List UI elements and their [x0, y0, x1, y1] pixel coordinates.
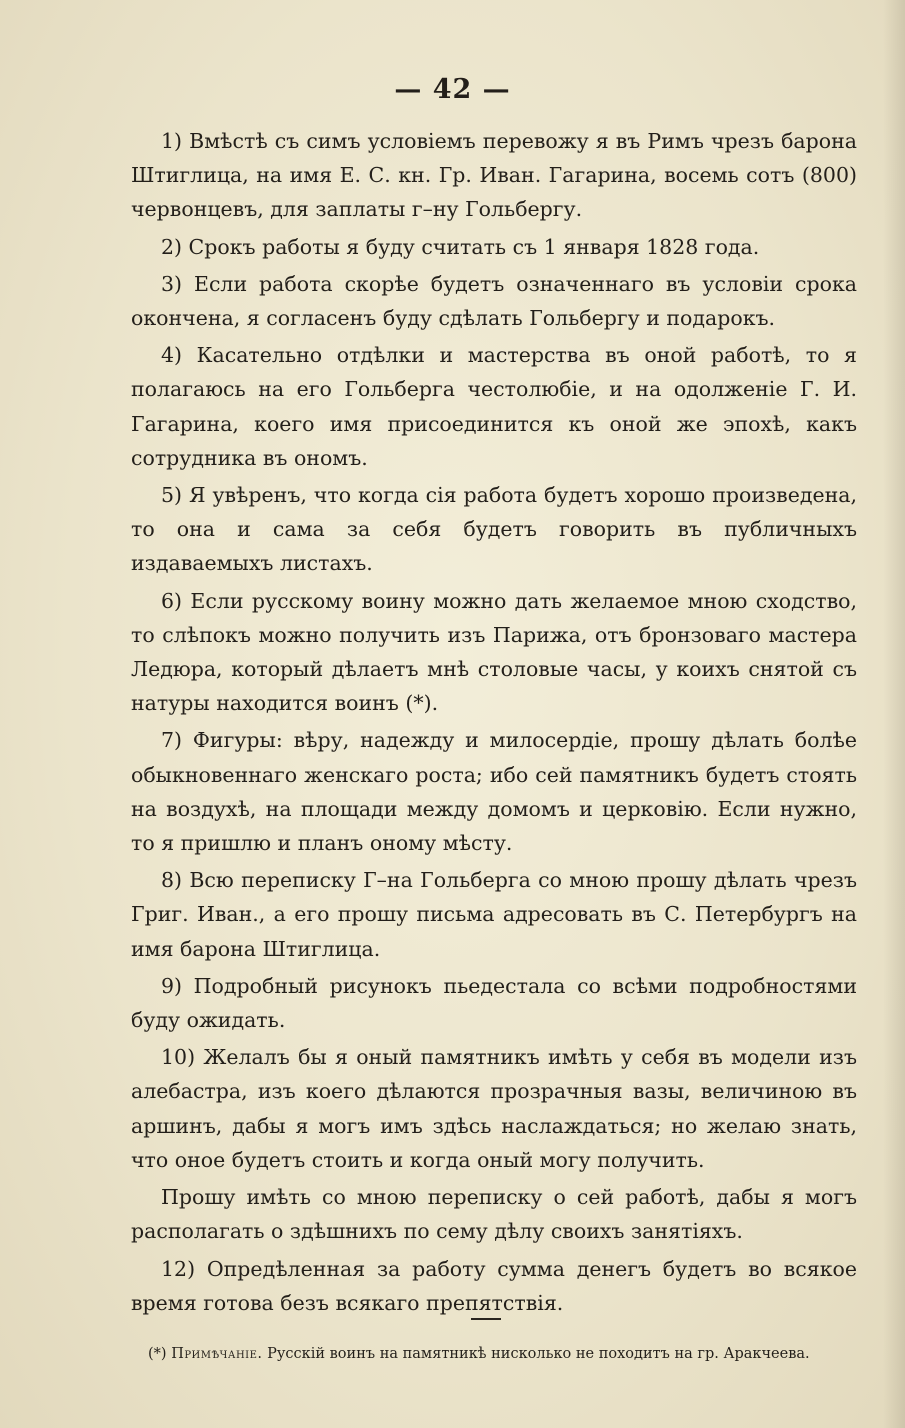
- paragraph-7: 7) Фигуры: вѣру, надежду и милосердіе, прошу дѣлать болѣе обыкновеннаго женскаго роста; ибо сей памятникъ будетъ стоять на воздухѣ, на площади между домомъ и церковію. Если нужно, то я пришлю и планъ оному мѣсту.: [131, 728, 857, 856]
- paragraph-3: 3) Если работа скорѣе будетъ означеннаго въ условіи срока окончена, я согласенъ буду сдѣлать Гольбергу и подарокъ.: [131, 271, 857, 331]
- paragraph-2: 2) Срокъ работы я буду считать съ 1 января 1828 года.: [161, 234, 760, 259]
- footnote-divider: [471, 1318, 501, 1320]
- footnote-text: Русскій воинъ на памятникѣ нисколько не походитъ на гр. Аракчеева.: [267, 1346, 810, 1362]
- paragraph-1: 1) Вмѣстѣ съ симъ условіемъ перевожу я въ Римъ чрезъ барона Штиглица, на имя Е. С. кн. Гр. Иван. Гагарина, восемь сотъ (800) червонцевъ, для заплаты г–ну Гольбергу.: [131, 129, 857, 222]
- footnote: [148, 1342, 868, 1366]
- paragraph-4: 4) Касательно отдѣлки и мастерства въ оной работѣ, то я полагаюсь на его Гольберга честолюбіе, и на одолженіе Г. И. Гагарина, коего имя присоединится къ оной же эпохѣ, какъ сотрудника въ ономъ.: [131, 343, 857, 470]
- paragraph-8: 8) Всю переписку Г–на Гольберга со мною прошу дѣлать чрезъ Григ. Иван., а его прошу письма адресовать въ С. Петербургъ на имя барона Штиглица.: [131, 868, 857, 961]
- main-text: [131, 124, 857, 1323]
- footnote-marker: (*): [148, 1346, 167, 1362]
- paragraph-11: Прошу имѣть со мною переписку о сей работѣ, дабы я могъ располагать о здѣшнихъ по сему дѣлу своихъ занятіяхъ.: [131, 1185, 857, 1244]
- page-number: — 42 —: [394, 74, 511, 105]
- footnote-label: Примѣчаніе.: [171, 1346, 263, 1362]
- paragraph-6: 6) Если русскому воину можно дать желаемое мною сходство, то слѣпокъ можно получить изъ Парижа, отъ бронзоваго мастера Ледюра, который дѣлаетъ мнѣ столовые часы, у коихъ снятой съ натуры находится воинъ (*).: [131, 588, 857, 716]
- paragraph-12: 12) Опредѣленная за работу сумма денегъ будетъ во всякое время готова безъ всякаго препятствія.: [131, 1256, 857, 1315]
- paragraph-10: 10) Желалъ бы я оный памятникъ имѣть у себя въ модели изъ алебастра, изъ коего дѣлаются прозрачныя вазы, величиною въ аршинъ, дабы я могъ имъ здѣсь наслаждаться; но желаю знать, что оное будетъ стоить и когда оный могу получить.: [131, 1045, 857, 1172]
- page-edge-shadow: [883, 0, 905, 1428]
- paragraph-5: 5) Я увѣренъ, что когда сія работа будетъ хорошо произведена, то она и сама за себя будетъ говорить въ публичныхъ издаваемыхъ листахъ.: [131, 483, 857, 576]
- paragraph-9: 9) Подробный рисунокъ пьедестала со всѣми подробностями буду ожидать.: [131, 973, 857, 1033]
